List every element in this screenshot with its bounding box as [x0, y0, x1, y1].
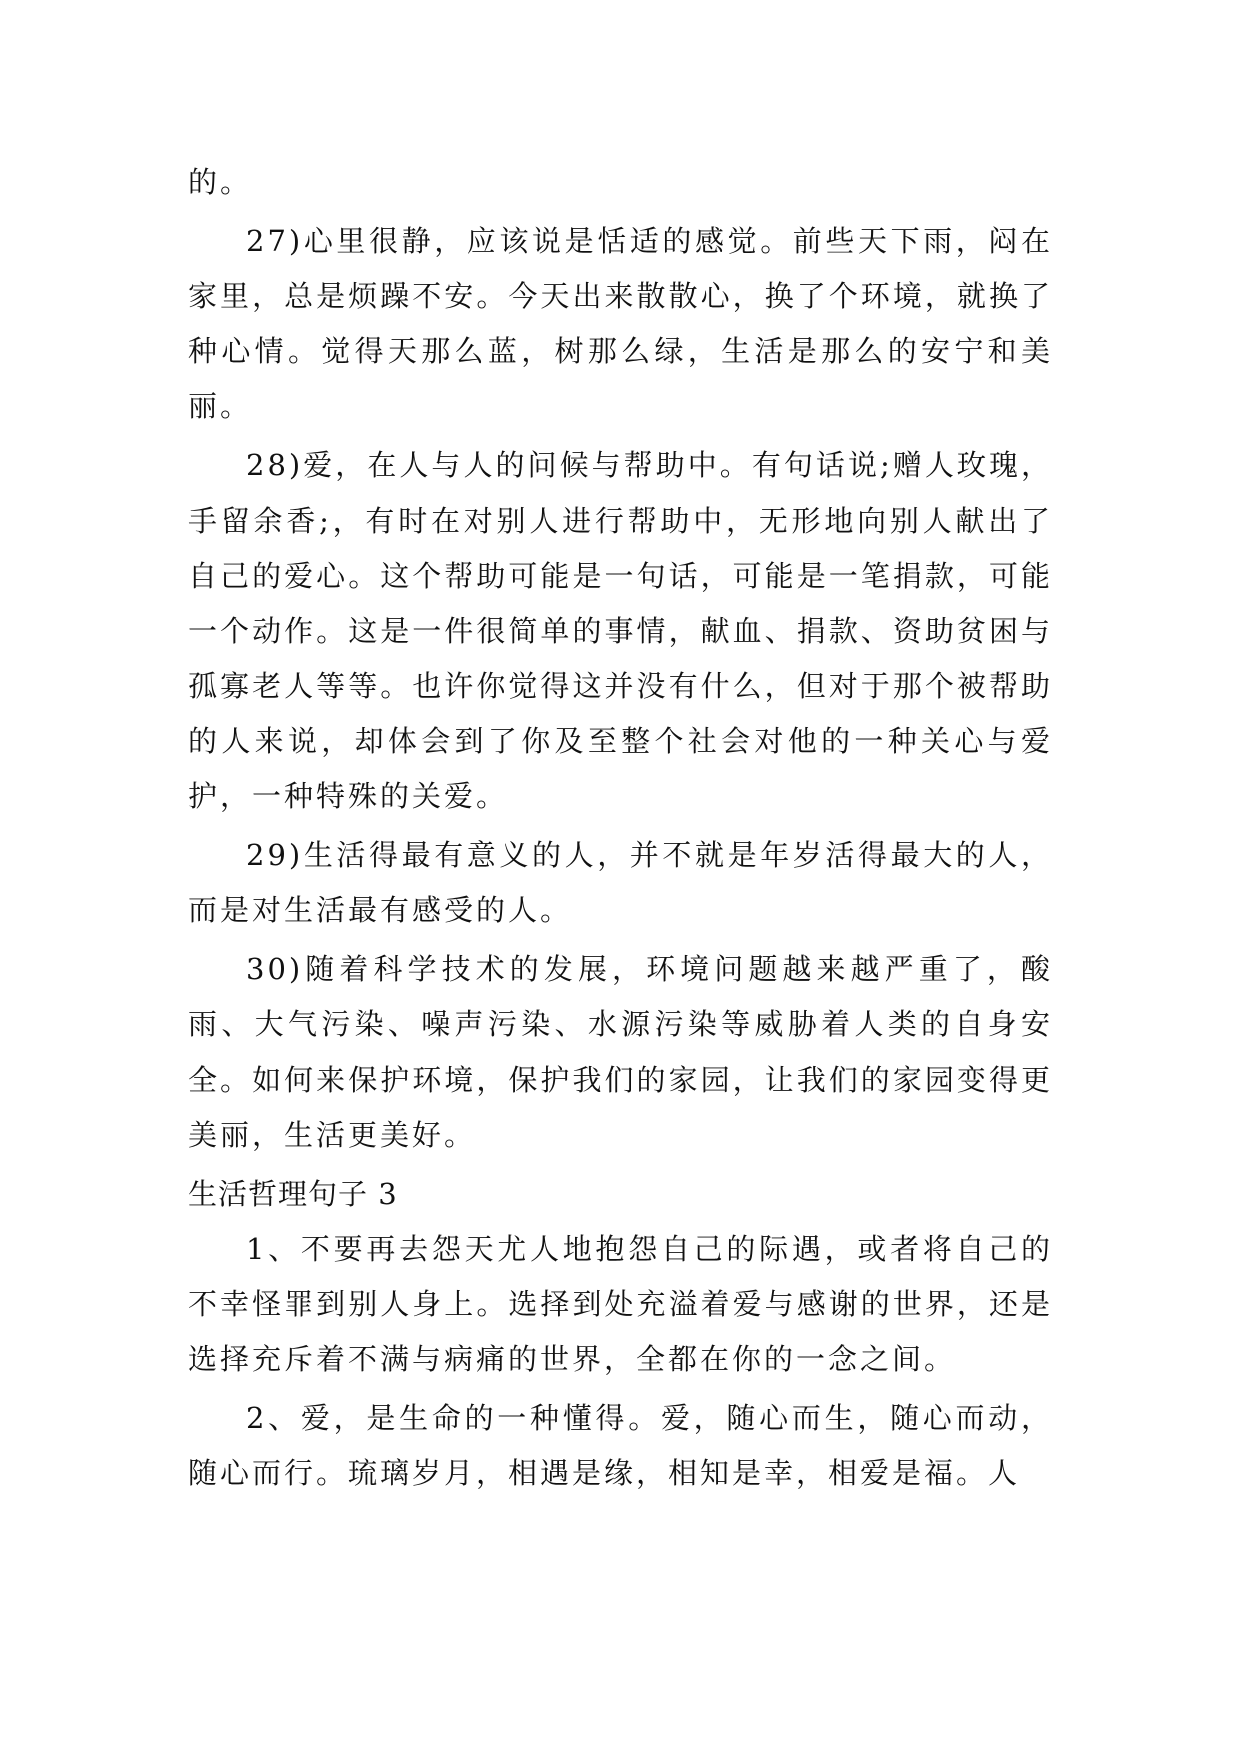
- paragraph-27: 27)心里很静，应该说是恬适的感觉。前些天下雨，闷在家里，总是烦躁不安。今天出来散散心，换了个环境，就换了种心情。觉得天那么蓝，树那么绿，生活是那么的安宁和美丽。: [188, 224, 1053, 424]
- paragraph-continuation: 的。: [188, 165, 253, 199]
- paragraph-30: 30)随着科学技术的发展，环境问题越来越严重了，酸雨、大气污染、噪声污染、水源污染等威胁着人类的自身安全。如何来保护环境，保护我们的家园，让我们的家园变得更美丽，生活更美好。: [188, 952, 1053, 1152]
- paragraph-28: 28)爱，在人与人的问候与帮助中。有句话说;赠人玫瑰，手留余香;，有时在对别人进行帮助中，无形地向别人献出了自己的爱心。这个帮助可能是一句话，可能是一笔捐款，可能一个动作。这是一件很简单的事情，献血、捐款、资助贫困与孤寡老人等等。也许你觉得这并没有什么，但对于那个被帮助的人来说，却体会到了你及至整个社会对他的一种关心与爱护，一种特殊的关爱。: [188, 448, 1053, 814]
- section-heading: 生活哲理句子 3: [188, 1176, 398, 1211]
- document-body: [188, 155, 1053, 1505]
- section-paragraph-1: 1、不要再去怨天尤人地抱怨自己的际遇，或者将自己的不幸怪罪到别人身上。选择到处充溢着爱与感谢的世界，还是选择充斥着不满与病痛的世界，全都在你的一念之间。: [188, 1231, 1053, 1376]
- section-paragraph-2: 2、爱，是生命的一种懂得。爱，随心而生，随心而动，随心而行。琉璃岁月，相遇是缘，相知是幸，相爱是福。人: [188, 1401, 1053, 1491]
- paragraph-29: 29)生活得最有意义的人，并不就是年岁活得最大的人，而是对生活最有感受的人。: [188, 838, 1053, 928]
